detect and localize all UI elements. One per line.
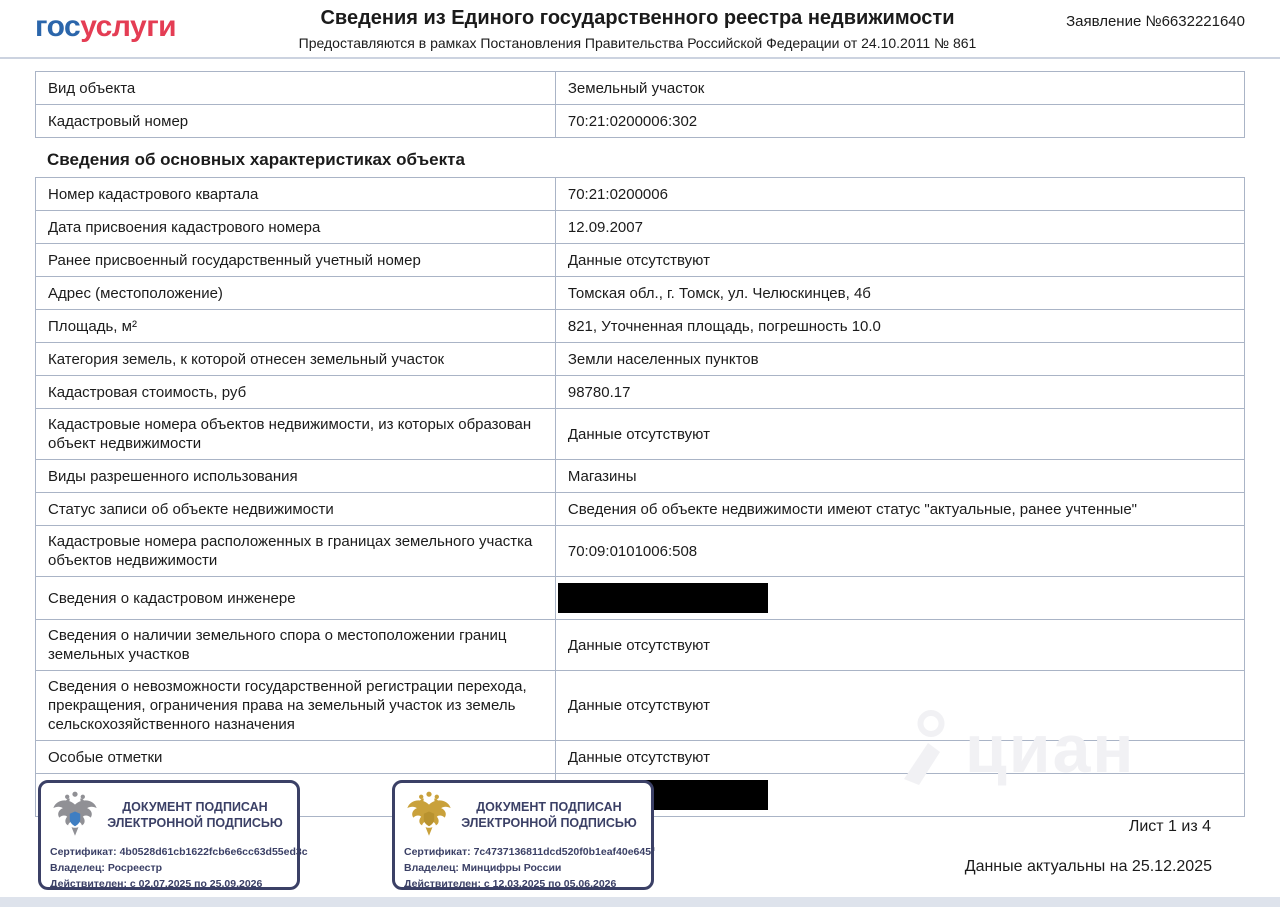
stamp-title: ДОКУМЕНТ ПОДПИСАН ЭЛЕКТРОННОЙ ПОДПИСЬЮ xyxy=(107,799,283,830)
stamp-certificate: Сертификат: 7c4737136811dcd520f0b1eaf40e645f xyxy=(404,846,655,858)
document-body xyxy=(35,71,1245,817)
signature-stamp-mintsifry xyxy=(392,780,654,890)
table-row xyxy=(36,310,1245,343)
application-number: Заявление №6632221640 xyxy=(1066,13,1245,30)
table-row xyxy=(36,105,1245,138)
table-row xyxy=(36,409,1245,460)
row-label: Адрес (местоположение) xyxy=(36,277,556,310)
row-value: 821, Уточненная площадь, погрешность 10.0 xyxy=(555,310,1244,343)
table-row xyxy=(36,244,1245,277)
row-label: Сведения о наличии земельного спора о местоположении границ земельных участков xyxy=(36,620,556,671)
row-label: Виды разрешенного использования xyxy=(36,460,556,493)
row-value: 70:21:0200006 xyxy=(555,178,1244,211)
row-label: Дата присвоения кадастрового номера xyxy=(36,211,556,244)
table-row xyxy=(36,620,1245,671)
logo-text-red: услуги xyxy=(80,10,177,43)
document-subtitle: Предоставляются в рамках Постановления Правительства Российской Федерации от 24.10.2011 № 861 xyxy=(298,35,977,51)
page-bottom-bar xyxy=(0,897,1280,907)
object-summary-table xyxy=(35,71,1245,138)
row-value: Данные отсутствуют xyxy=(555,409,1244,460)
row-label: Кадастровый номер xyxy=(36,105,556,138)
row-label: Вид объекта xyxy=(36,72,556,105)
row-value: Земли населенных пунктов xyxy=(555,343,1244,376)
row-value: Магазины xyxy=(555,460,1244,493)
row-label: Ранее присвоенный государственный учетный номер xyxy=(36,244,556,277)
signature-stamp-rosreestr xyxy=(38,780,308,890)
stamp-certificate: Сертификат: 4b0528d61cb1622fcb6e6cc63d55ed3c xyxy=(50,846,308,858)
table-row xyxy=(36,460,1245,493)
cian-bird-icon xyxy=(895,710,955,788)
sheet-number: Лист 1 из 4 xyxy=(1128,818,1211,835)
row-value: 12.09.2007 xyxy=(555,211,1244,244)
row-value: 70:09:0101006:508 xyxy=(555,526,1244,577)
row-value: Данные отсутствуют xyxy=(555,244,1244,277)
table-row xyxy=(36,343,1245,376)
row-label: Площадь, м² xyxy=(36,310,556,343)
header-title-block xyxy=(280,0,995,57)
table-row xyxy=(36,277,1245,310)
row-value: Данные отсутствуют xyxy=(555,671,1244,741)
table-row xyxy=(36,526,1245,577)
table-row xyxy=(36,211,1245,244)
stamp-owner: Владелец: Минцифры России xyxy=(404,861,562,874)
row-value: 70:21:0200006:302 xyxy=(555,105,1244,138)
table-row xyxy=(36,178,1245,211)
row-label: Сведения о невозможности государственной регистрации перехода, прекращения, ограничения права на земельный участок из земель сельскохозяйственного назначения xyxy=(36,671,556,741)
cian-watermark xyxy=(895,710,1136,788)
stamp-owner: Владелец: Росреестр xyxy=(50,861,163,874)
logo-text-blue: гос xyxy=(35,10,81,43)
data-actuality-date: Данные актуальны на 25.12.2025 xyxy=(964,858,1212,875)
row-value: Томская обл., г. Томск, ул. Челюскинцев, 4б xyxy=(555,277,1244,310)
watermark-text: циан xyxy=(965,711,1136,787)
row-value: Земельный участок xyxy=(555,72,1244,105)
gosuslugi-logo xyxy=(0,0,280,57)
stamp-validity: Действителен: с 02.07.2025 по 25.09.2026 xyxy=(50,877,263,890)
row-label: Номер кадастрового квартала xyxy=(36,178,556,211)
stamp-title: ДОКУМЕНТ ПОДПИСАН ЭЛЕКТРОННОЙ ПОДПИСЬЮ xyxy=(461,799,637,830)
stamp-validity: Действителен: с 12.03.2025 по 05.06.2026 xyxy=(404,877,617,890)
row-value: Сведения об объекте недвижимости имеют статус "актуальные, ранее учтенные" xyxy=(555,493,1244,526)
document-title: Сведения из Единого государственного реестра недвижимости xyxy=(320,7,955,29)
rosreestr-eagle-icon xyxy=(49,788,101,842)
row-label: Кадастровые номера расположенных в границах земельного участка объектов недвижимости xyxy=(36,526,556,577)
table-row xyxy=(36,493,1245,526)
redacted-value xyxy=(558,583,768,613)
row-label: Сведения о кадастровом инженере xyxy=(36,577,556,620)
table-row xyxy=(36,376,1245,409)
header-divider xyxy=(0,57,1280,59)
document-header xyxy=(0,0,1280,57)
table-row xyxy=(36,577,1245,620)
row-label: Статус записи об объекте недвижимости xyxy=(36,493,556,526)
row-label: Кадастровые номера объектов недвижимости, из которых образован объект недвижимости xyxy=(36,409,556,460)
row-label: Категория земель, к которой отнесен земельный участок xyxy=(36,343,556,376)
russian-coat-of-arms-icon xyxy=(403,788,455,842)
row-value: Данные отсутствуют xyxy=(555,741,1244,774)
row-value xyxy=(555,577,1244,620)
row-value: 98780.17 xyxy=(555,376,1244,409)
table-row xyxy=(36,72,1245,105)
row-value: Данные отсутствуют xyxy=(555,620,1244,671)
row-label: Кадастровая стоимость, руб xyxy=(36,376,556,409)
row-label: Особые отметки xyxy=(36,741,556,774)
section-title: Сведения об основных характеристиках объекта xyxy=(47,150,465,169)
